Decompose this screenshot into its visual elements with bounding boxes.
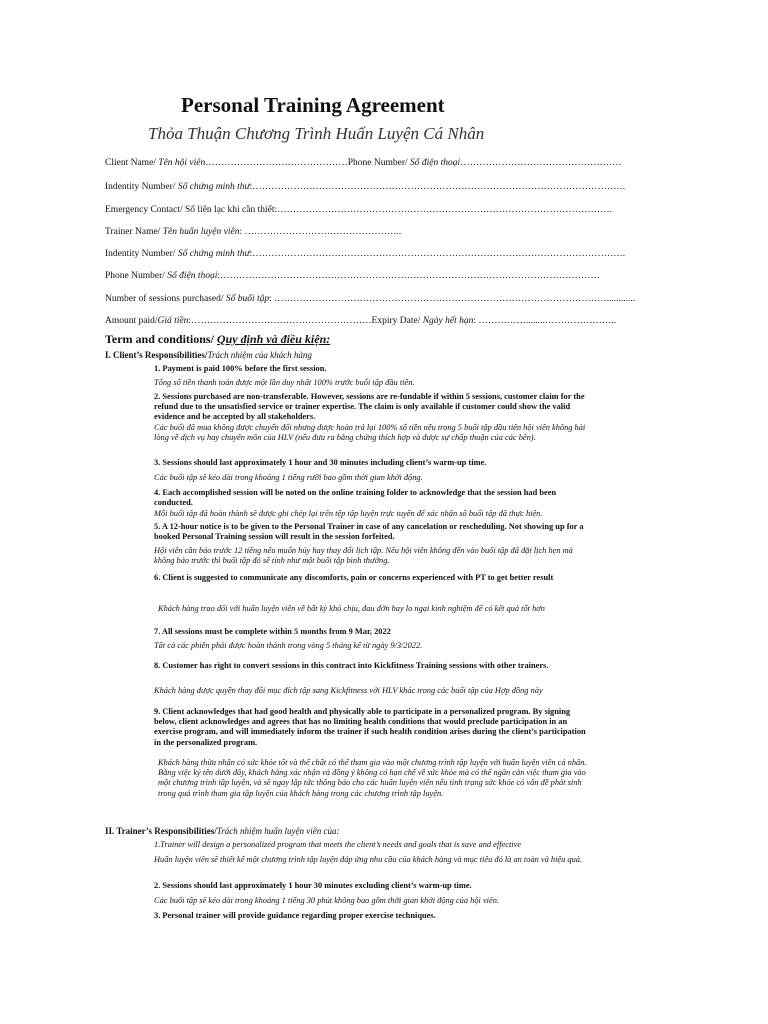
section-client-responsibilities: I. Client’s Responsibilities/Trách nhiệm của khách hàng [105, 350, 312, 360]
terms-heading: Term and conditions/ Quy định và điều kiện: [105, 332, 331, 346]
trainer-clause-1: 1.Trainer will design a personalized program that meets the client’s needs and goals that is save and effective [154, 840, 522, 849]
clause-7-vi: Tất cả các phiên phải được hoàn thành trong vòng 5 tháng kể từ ngày 9/3/2022. [154, 641, 423, 650]
trainer-name-row: Trainer Name/ Tên huấn luyện viên: ………………………………………….. [105, 227, 402, 237]
clause-9: 9. Client acknowledges that had good health and physically able to participate in a personalized program. By signing below, client acknowledges and agrees that has no limiting health conditions that would preclude participation in an exercise program, and will immediately inform the trainer if such health condition arises during the client’s participation in the personalized program. [154, 707, 586, 747]
section-trainer-responsibilities: II. Trainer’s Responsibilities/Trách nhiệm huấn luyện viên của: [105, 826, 340, 836]
clause-1: 1. Payment is paid 100% before the first session. [154, 364, 327, 373]
clause-9-vi: Khách hàng thừa nhận có sức khỏe tốt và thể chất có thể tham gia vào một chương trình tập luyện với huấn luyện viên cá nhân. Bằng việc ký tên dưới đây, khách hàng xác nhận và đồng ý không có hạn chế về sức khỏe mà có thể ngăn cản việc tham gia vào một chương trình tập luyện, và sẽ ngay lập tức thông báo cho các huấn luyện viên nếu tình trạng sức khỏe có vấn đề phát sinh trong quá trình tham gia tập luyện của khách hàng trong các chương trình tập luyện. [158, 758, 587, 798]
client-id-row: Indentity Number/ Số chứng minh thư:………………………………………………………………………………………………………. [105, 182, 626, 192]
trainer-id-row: Indentity Number/ Số chứng minh thư:………………………………………………………………………………………………………. [105, 249, 626, 259]
clause-5: 5. A 12-hour notice is to be given to the Personal Trainer in case of any cancelation or rescheduling. Not showing up for a booked Personal Training session will result in the session forfeited. [154, 522, 584, 542]
trainer-clause-2: 2. Sessions should last approximately 1 hour 30 minutes excluding client’s warm-up time. [154, 881, 472, 890]
amount-row: Amount paid/Giá tiền:…………………………………………………Expiry Date/ Ngày hết hạn: ……………........………………….. [105, 316, 617, 326]
clause-6: 6. Client is suggested to communicate any discomforts, pain or concerns experienced with PT to get better result [154, 573, 554, 582]
trainer-clause-1-vi: Huấn luyện viên sẽ thiết kế một chương trình tập luyện đáp ứng nhu cầu của khách hàng và mục tiêu đó là an toàn và hiệu quả. [154, 855, 583, 864]
emergency-contact-row: Emergency Contact/ Số liên lạc khi cần thiết:……………………………………………………………………………………………. [105, 205, 612, 215]
clause-3: 3. Sessions should last approximately 1 hour and 30 minutes including client’s warm-up time. [154, 458, 487, 467]
phone-number-label: Phone Number/ [347, 158, 408, 168]
page-title: Personal Training Agreement [181, 93, 445, 117]
trainer-clause-3: 3. Personal trainer will provide guidance regarding proper exercise techniques. [154, 911, 436, 920]
sessions-row: Number of sessions purchased/ Số buổi tập: ……………………………………………………………………………………………............ [105, 294, 636, 304]
trainer-phone-row: Phone Number/ Số điện thoại:………………………………………………………………………………………………………… [105, 271, 601, 281]
client-name-label: Client Name/ [105, 158, 156, 168]
clause-7: 7. All sessions must be complete within 5 months from 9 Mar, 2022 [154, 627, 391, 636]
client-name-row: Client Name/ Tên hội viên………………………………………Phone Number/ Số điện thoại…………………………………………… [105, 158, 622, 168]
clause-4: 4. Each accomplished session will be noted on the online training folder to acknowledge that the session had been conducted. [154, 488, 557, 508]
clause-5-vi: Hội viên cần báo trước 12 tiếng nếu muốn hủy hay thay đổi lịch tập. Nếu hội viên không đến vào buổi tập đã đặt lịch hẹn mà không báo trước thì buổi tập đó sẽ tính như một buổi tập bình thường. [154, 546, 573, 566]
clause-1-vi: Tổng số tiền thanh toán được một lần duy nhất 100% trước buổi tập đầu tiên. [154, 378, 415, 387]
clause-8: 8. Customer has right to convert sessions in this contract into Kickfitness Training sessions with other trainers. [154, 661, 549, 670]
clause-2: 2. Sessions purchased are non-transferable. However, sessions are re-fundable if within 5 sessions, customer claim for the refund due to the unsatisfied service or trainer expertise. The claim is only available if customer could show the valid evidence and be accepted by all stakeholders. [154, 392, 585, 422]
clause-2-vi: Các buổi đã mua không được chuyển đổi nhưng được hoàn trả lại 100% số tiền nếu trong 5 buổi tập đầu tiên hội viên không hài lòng về dịch vụ hay chuyên môn của HLV (nếu đưa ra bằng chứng thích hợp và được sự chấp thuận của các bên). [154, 423, 586, 443]
clause-4-vi: Mỗi buổi tập đã hoàn thành sẽ được ghi chép lại trên tệp tập luyện trực tuyến để xác nhận số buổi tập đã thực hiện. [154, 509, 543, 518]
trainer-clause-2-vi: Các buổi tập sẽ kéo dài trong khoảng 1 tiếng 30 phút không bao gồm thời gian khởi động của hội viên. [154, 896, 499, 905]
clause-3-vi: Các buổi tập sẽ kéo dài trong khoảng 1 tiếng rưỡi bao gồm thời gian khởi động. [154, 473, 423, 482]
clause-6-vi: Khách hàng trao đổi với huấn luyện viên về bất kỳ khó chịu, đau đớn hay lo ngại kinh nghiệm để có kết quả tốt hơn [158, 604, 545, 613]
page-subtitle: Thỏa Thuận Chương Trình Huấn Luyện Cá Nhân [148, 124, 485, 143]
clause-8-vi: Khách hàng được quyền thay đổi mục đích tập sang Kickfitness với HLV khác trong các buổi tập của Hợp đồng này [154, 686, 543, 695]
